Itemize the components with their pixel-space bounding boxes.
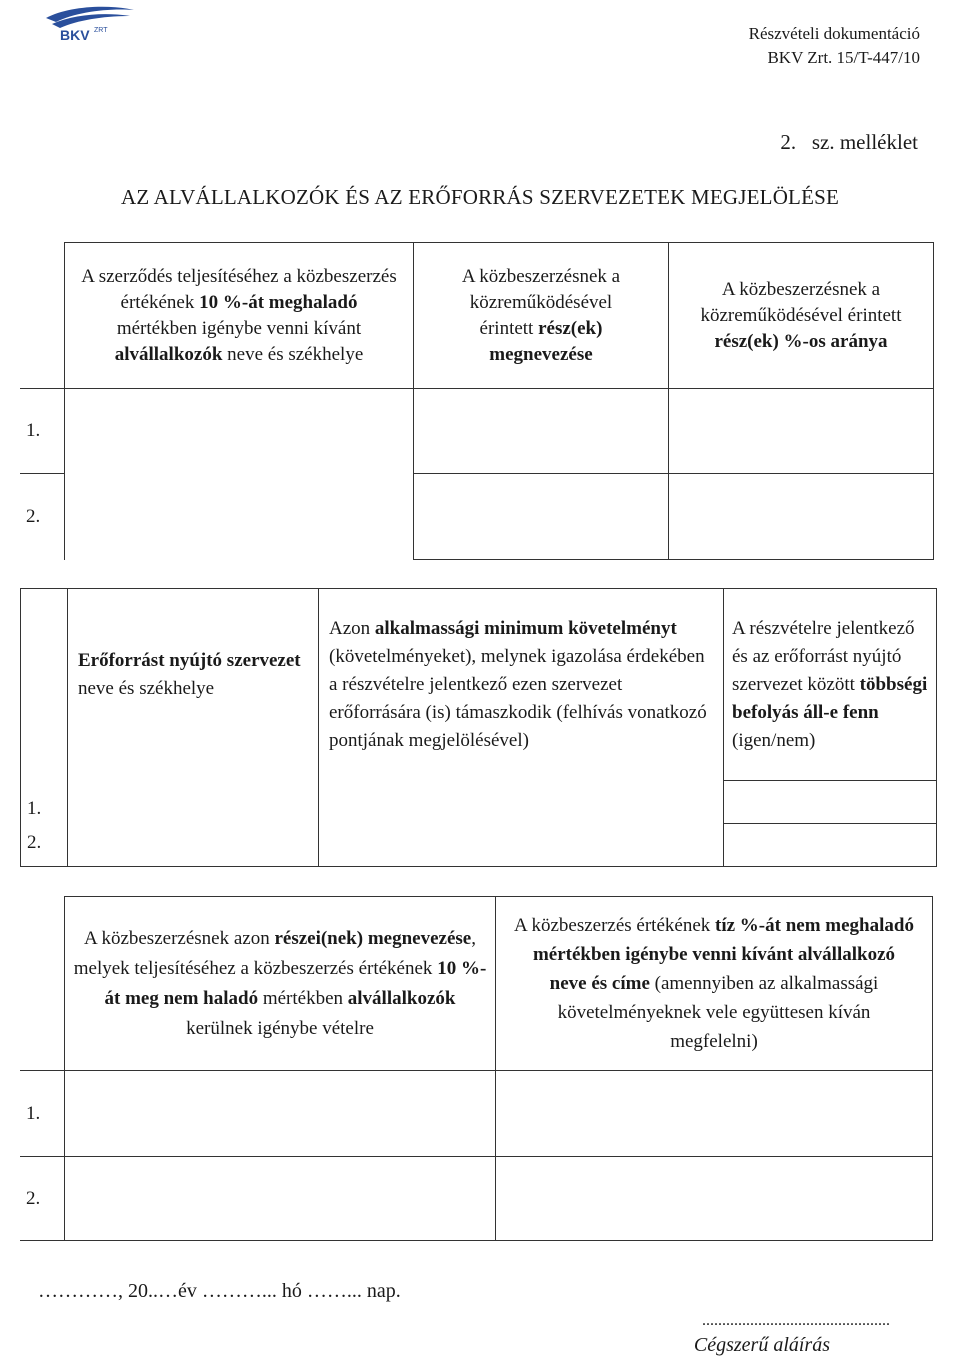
page-title: AZ ALVÁLLALKOZÓK ÉS AZ ERŐFORRÁS SZERVEZETEK MEGJELÖLÉSE <box>120 185 840 209</box>
signature-dots: ............................................... <box>702 1312 890 1329</box>
annex-label: 2. sz. melléklet <box>780 130 918 154</box>
t2-col3-header: A részvételre jelentkező és az erőforrást nyújtó szervezet között többségi befolyás áll-e fenn (igen/nem) <box>724 589 937 781</box>
t2-col2-header: Azon alkalmassági minimum követelményt (követelményeket), melynek igazolása érdekében a részvételre jelentkező ezen szervezet erőforrására (is) támaszkodik (felhívás vonatkozó pontjának megjelölésével) <box>319 589 724 781</box>
row-number: 1. <box>20 1071 65 1157</box>
bkv-logo <box>38 4 148 44</box>
t3-col1-header: A közbeszerzésnek azon részei(nek) megnevezése, melyek teljesítéséhez a közbeszerzés értékének 10 %-át meg nem haladó mértékben alvállalkozók kerülnek igénybe vételre <box>65 897 496 1071</box>
t1-col2-header: A közbeszerzésnek a közreműködésével érintett rész(ek) megnevezése <box>414 243 669 389</box>
t1-col1-header: A szerződés teljesítéséhez a közbeszerzés értékének 10 %-át meghaladó mértékben igénybe venni kívánt alvállalkozók neve és székhelye <box>65 243 414 389</box>
minor-subcontractor-table <box>20 896 933 1241</box>
bkv-logo-icon <box>38 4 148 44</box>
doc-ref: BKV Zrt. 15/T-447/10 <box>767 48 920 67</box>
header-right <box>749 22 920 70</box>
resource-provider-table <box>20 588 937 867</box>
t3-col2-header: A közbeszerzés értékének tíz %-át nem meghaladó mértékben igénybe venni kívánt alvállalkozó neve és címe (amennyiben az alkalmassági követelményeknek vele együttesen kíván megfelelni) <box>496 897 933 1071</box>
row-number: 1. <box>27 798 42 819</box>
doc-type: Részvételi dokumentáció <box>748 24 920 43</box>
table-row <box>20 1157 933 1241</box>
logo-sup: ZRT <box>94 27 108 34</box>
t1-col3-header: A közbeszerzésnek a közreműködésével érintett rész(ek) %-os aránya <box>669 243 934 389</box>
t2-col1-header: Erőforrást nyújtó szervezet neve és székhelye <box>68 589 319 867</box>
signature-label: Cégszerű aláírás <box>693 1334 830 1356</box>
row-number: 2. <box>20 1157 65 1241</box>
row-number: 1. <box>20 389 65 474</box>
row-number: 2. <box>20 474 65 560</box>
table-row <box>20 474 934 560</box>
logo-text: BKV <box>60 27 90 43</box>
row-number: 2. <box>27 832 42 853</box>
subcontractor-table <box>20 242 934 560</box>
date-line: …………, 20..…év ………... hó ……... nap. <box>38 1280 401 1302</box>
table-row <box>20 389 934 474</box>
table-row <box>20 1071 933 1157</box>
